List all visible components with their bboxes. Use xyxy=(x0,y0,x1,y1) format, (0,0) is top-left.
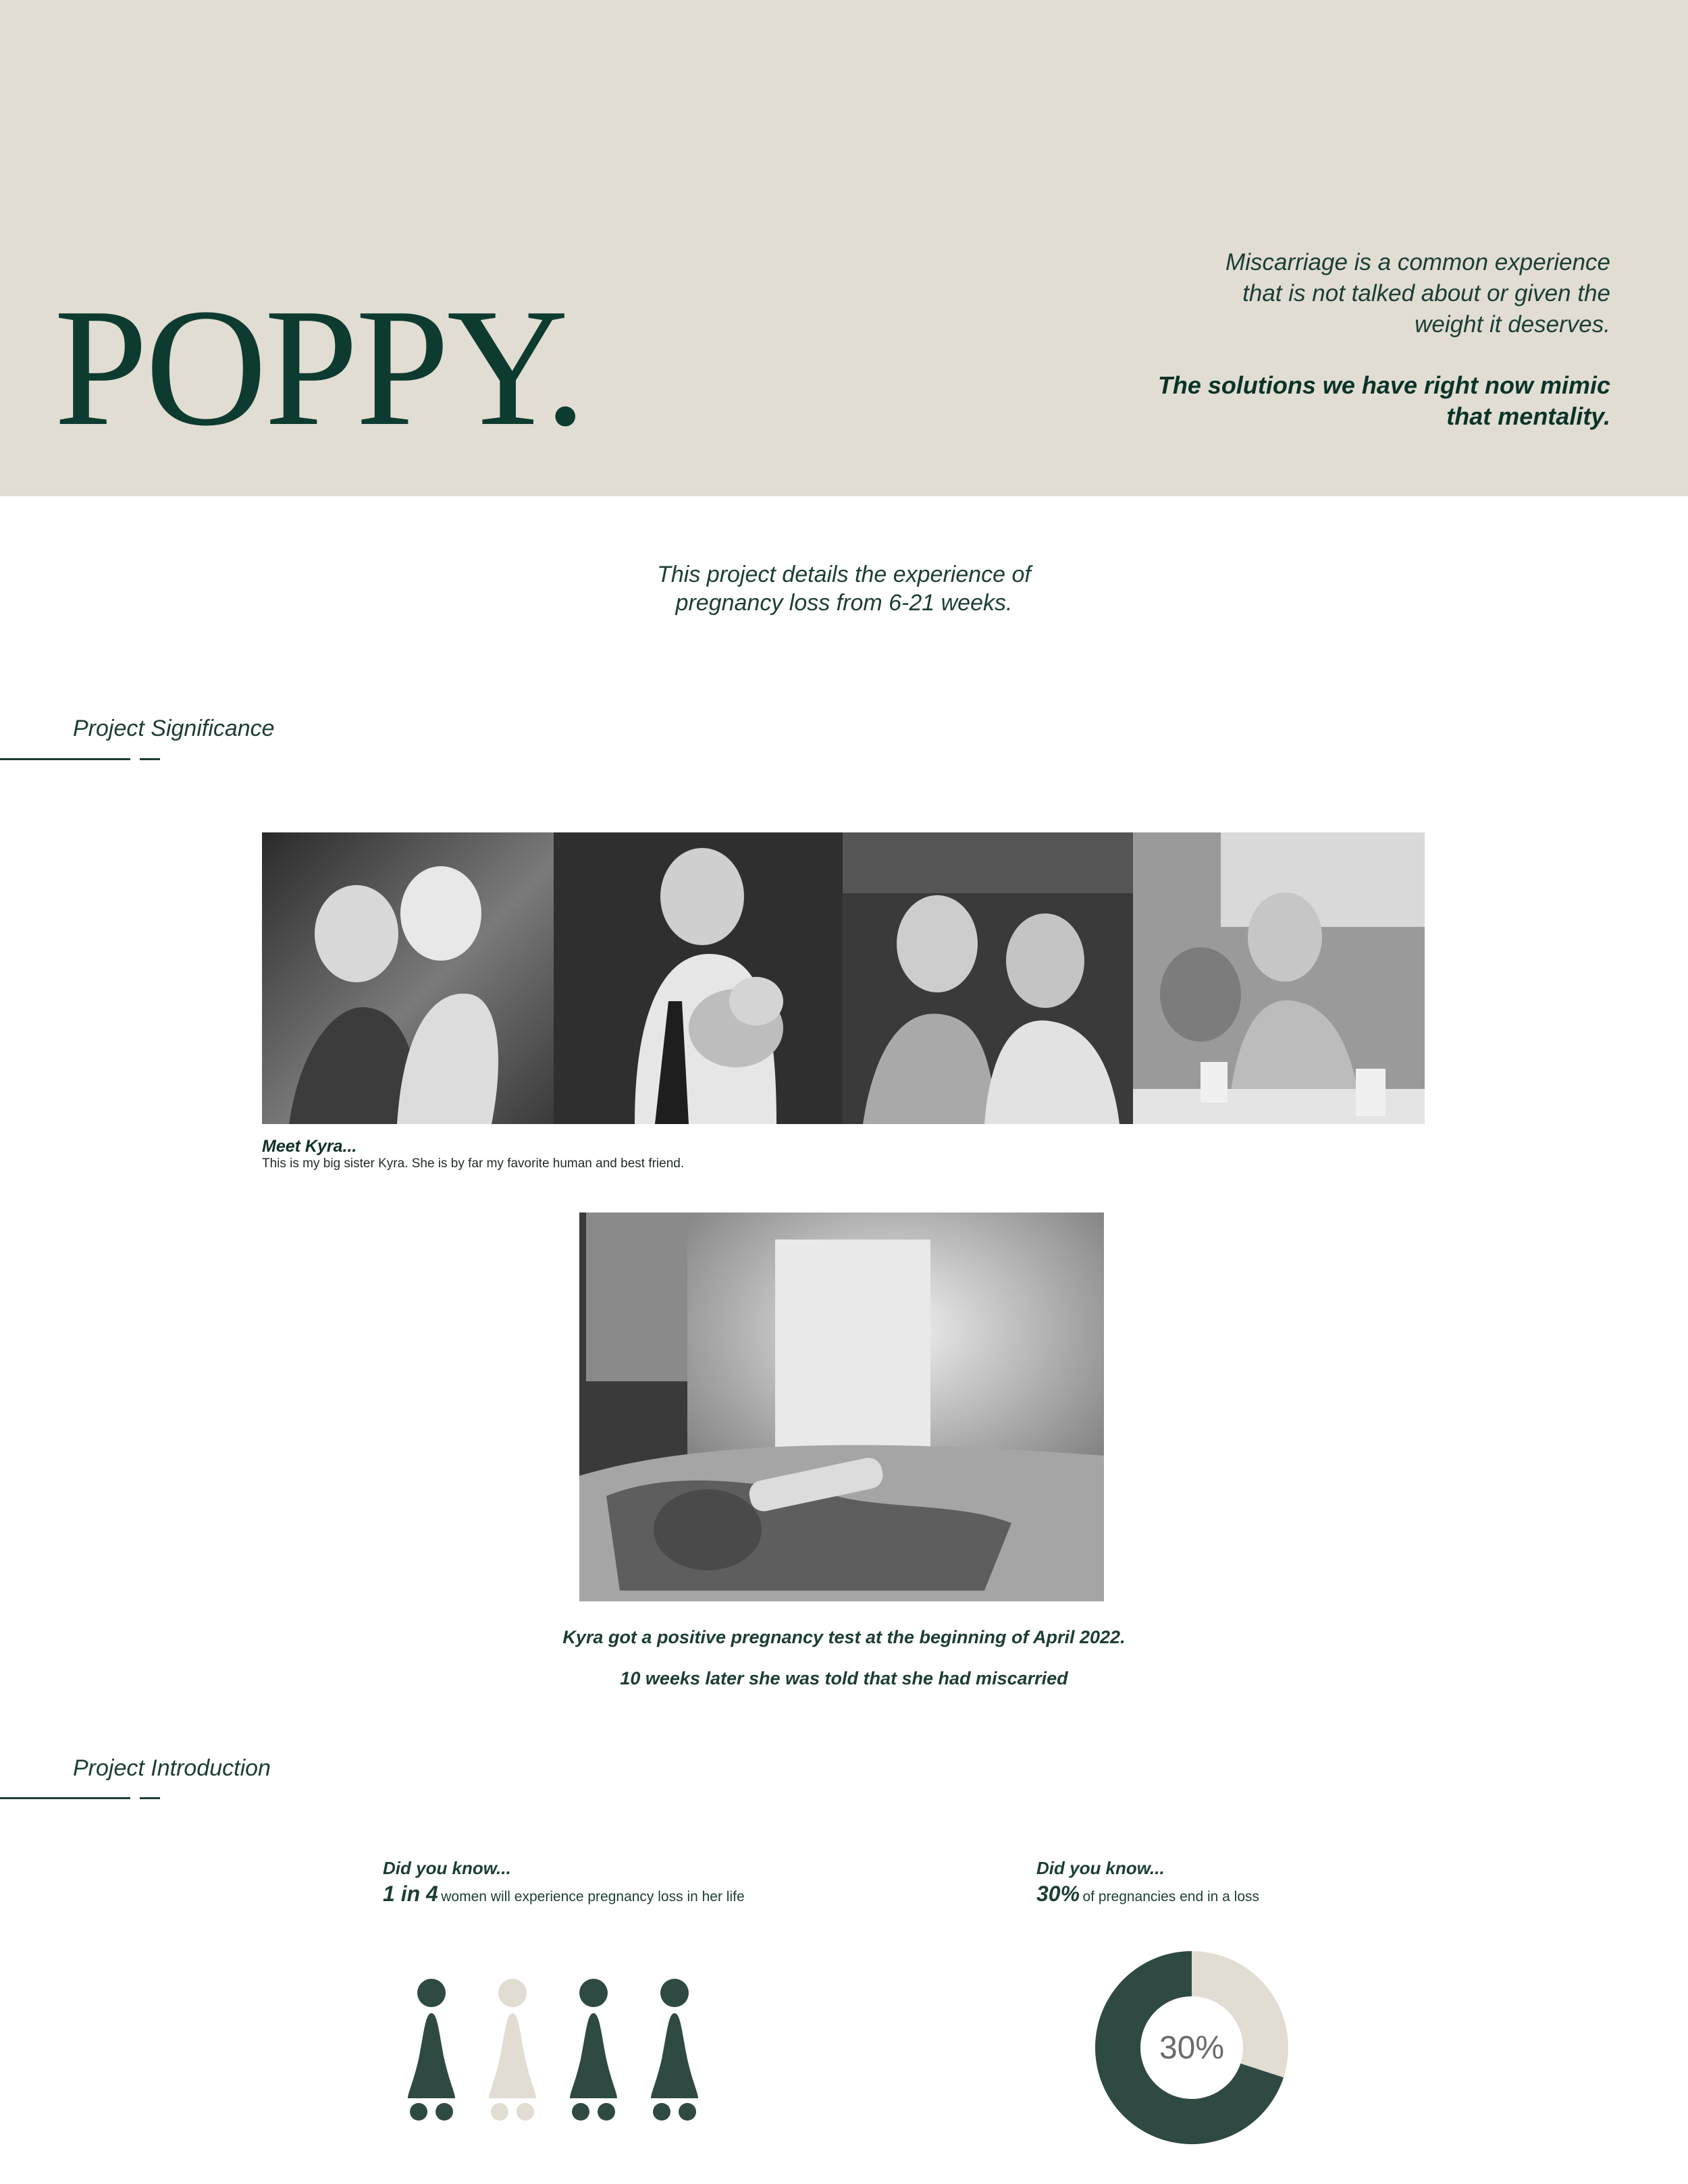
hero-emphasis xyxy=(1003,370,1610,432)
person-body xyxy=(408,2013,455,2098)
photo-kyra-selfie-1 xyxy=(262,832,554,1124)
photo-pregnancy-test xyxy=(579,1213,1104,1601)
section-divider-accent xyxy=(140,1797,160,1799)
photo-girl-with-baby xyxy=(554,832,843,1124)
stat-right-text: of pregnancies end in a loss xyxy=(1082,1889,1260,1905)
hero-quote-line: that is not talked about or given the xyxy=(1242,280,1610,307)
hero-quote-line: weight it deserves. xyxy=(1415,311,1610,338)
gallery-caption-text: This is my big sister Kyra. She is by far my favorite human and best friend. xyxy=(262,1156,685,1171)
stat-left-text: women will experience pregnancy loss in her life xyxy=(441,1889,745,1905)
person-foot xyxy=(436,2103,453,2121)
hero-emphasis-line: that mentality. xyxy=(1446,402,1610,430)
section-divider-accent xyxy=(140,758,160,760)
person-icon xyxy=(405,1978,458,2121)
person-foot xyxy=(410,2103,427,2121)
hero-emphasis-line: The solutions we have right now mimic xyxy=(1157,371,1610,399)
person-foot xyxy=(572,2103,589,2121)
story-line-positive-test: Kyra got a positive pregnancy test at the beginning of April 2022. xyxy=(562,1627,1126,1647)
section-title-introduction: Project Introduction xyxy=(73,1755,271,1781)
stat-right-heading: Did you know... xyxy=(1036,1858,1165,1878)
person-body xyxy=(489,2013,536,2098)
person-figure-4 xyxy=(648,1978,701,2121)
section-title-significance: Project Significance xyxy=(73,716,275,741)
person-figure-1 xyxy=(405,1978,458,2121)
person-figure-3 xyxy=(567,1978,620,2121)
poppy-logo: POPPY. xyxy=(54,274,584,461)
person-icon xyxy=(486,1978,539,2121)
hero-quote-line: Miscarriage is a common experience xyxy=(1225,249,1610,275)
person-head xyxy=(660,1979,689,2007)
hero-quote xyxy=(1003,247,1610,340)
section-divider xyxy=(0,1797,130,1799)
stat-right-line xyxy=(1036,1882,1259,1907)
stat-right-value: 30% xyxy=(1036,1882,1080,1906)
story-line-miscarriage: 10 weeks later she was told that she had miscarried xyxy=(620,1668,1068,1688)
intro-line: This project details the experience of xyxy=(657,562,1031,587)
person-head xyxy=(579,1979,608,2007)
gallery-caption-title: Meet Kyra... xyxy=(262,1137,357,1156)
one-in-four-pictogram xyxy=(405,1978,701,2121)
hero-banner xyxy=(0,0,1688,496)
person-icon xyxy=(567,1978,620,2121)
stat-left-line xyxy=(383,1882,745,1907)
intro-line: pregnancy loss from 6-21 weeks. xyxy=(675,590,1013,616)
section-divider xyxy=(0,758,130,760)
person-foot xyxy=(653,2103,670,2121)
stat-left-value: 1 in 4 xyxy=(383,1882,438,1906)
person-head xyxy=(498,1979,527,2007)
person-icon xyxy=(648,1978,701,2121)
donut-center-label: 30% xyxy=(1159,2029,1225,2066)
photo-kyra-selfie-2 xyxy=(843,832,1133,1124)
person-figure-2 xyxy=(486,1978,539,2121)
hero-statement xyxy=(1003,247,1610,432)
person-foot xyxy=(598,2103,615,2121)
photo-kyra-hugging-child xyxy=(1133,832,1425,1124)
kyra-photo-gallery xyxy=(262,832,1425,1124)
person-foot xyxy=(679,2103,696,2121)
person-head xyxy=(417,1979,446,2007)
person-foot xyxy=(517,2103,534,2121)
person-foot xyxy=(491,2103,508,2121)
stat-left-heading: Did you know... xyxy=(383,1858,511,1878)
person-body xyxy=(570,2013,617,2098)
project-intro-text xyxy=(0,560,1688,617)
person-body xyxy=(651,2013,698,2098)
